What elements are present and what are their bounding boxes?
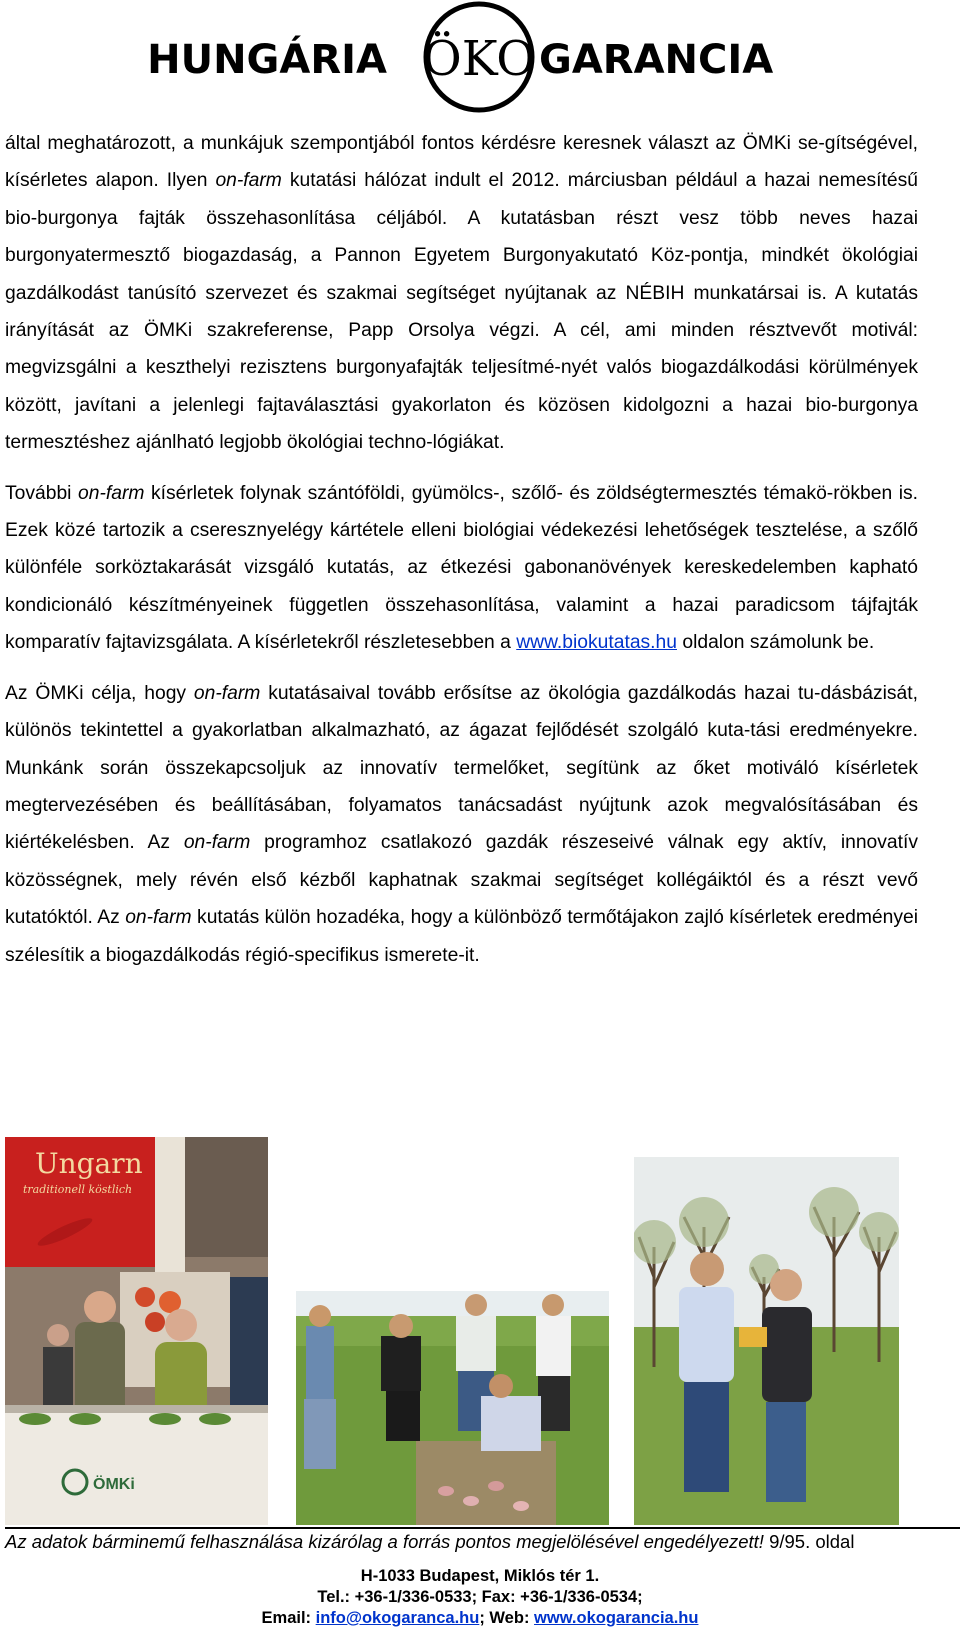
email-label: Email: [261, 1609, 316, 1627]
footer-address: H-1033 Budapest, Miklós tér 1. [360, 1567, 600, 1585]
paragraph-1 [5, 125, 918, 462]
p2-text-1: További [5, 482, 78, 504]
p2-text-2: kísérletek folynak szántóföldi, gyümölcs-, szőlő- és zöldségtermesztés témakö-rökben is. Ezek közé tartozik a cseresznyelégy kártétele elleni biológiai védekezési lehetőségek tesztelése, a szőlő különféle sorköztakarását vizsgáló kutatás, az étkezési gabonanövények kereskedelemben kapható kondicionáló készítményeinek független összehasonlítása, valamint a hazai paradicsom tájfajták komparatív fajtavizsgálata. A kísérletekről részletesebben a [5, 482, 918, 654]
photo-exhibition-booth [5, 1137, 268, 1525]
header-logo [0, 0, 960, 120]
p3-text-3: programhoz csatlakozó gazdák részeseivé válnak egy aktív, innovatív közösségnek, mely révén első kézből kaphatnak szakmai segítséget kollégáiktól és a részt vevő kutatóktól. Az [5, 832, 918, 929]
paragraph-2 [5, 475, 918, 662]
booth-sign-subtext: traditionell köstlich [23, 1183, 133, 1196]
p3-onfarm-1: on-farm [193, 682, 261, 704]
page-number: 9/95. oldal [769, 1531, 855, 1552]
footer-email-web [0, 1608, 960, 1629]
p3-text-1: Az ÖMKi célja, hogy [5, 682, 194, 704]
p2-onfarm: on-farm [78, 482, 145, 504]
biokutatas-link[interactable]: www.biokutatas.hu [516, 632, 677, 654]
p3-onfarm-2: on-farm [183, 832, 251, 854]
footer-disclaimer: Az adatok bárminemű felhasználása kizárólag a forrás pontos megjelölésével engedélyezett! [5, 1531, 764, 1552]
footer-phone: Tel.: +36-1/336-0533; Fax: +36-1/336-0534; [317, 1588, 643, 1606]
brand-left-text: HUNGÁRIA [147, 37, 387, 83]
booth-sign-text: Ungarn [35, 1147, 143, 1180]
paragraph-3 [5, 675, 918, 974]
p1-text-1: által meghatározott, a munkájuk szempontjából fontos kérdésre keresnek választ az ÖMKi se-gítségével, kísérletes alapon. Ilyen [5, 133, 918, 192]
email-link[interactable]: info@okogaranca.hu [315, 1609, 480, 1627]
p3-text-4: kutatás külön hozadéka, hogy a különböző termőtájakon zajló kísérletek eredményei szélesítik a biogazdálkodás régió-specifikus ismerete-it. [5, 907, 918, 966]
p3-onfarm-3: on-farm [125, 907, 192, 929]
p3-text-2: kutatásaival tovább erősítse az ökológia gazdálkodás hazai tu-dásbázisát, különös tekintettel a gyakorlatban alkalmazható, az ágazat fejlődését szolgáló kuta-tási eredményekre. Munkánk során összekapcsoljuk az innovatív termelőket, segítünk az őket motiváló kísérletek megtervezésében és beállításában, folyamatos tanácsadást nyújtunk azok megvalósításában és kiértékelésben. Az [5, 682, 918, 854]
p1-onfarm: on-farm [215, 170, 282, 192]
p1-text-2: kutatási hálózat indult el 2012. márciusban például a hazai nemesítésű bio-burgonya fajták összehasonlítása céljából. A kutatásban részt vesz több neves hazai burgonyatermesztő biogazdaság, a Pannon Egyetem Burgonyakutató Köz-pontja, mindkét ökológiai gazdálkodást tanúsító szervezet és szakmai segítséget nyújtanak az NÉBIH munkatársai is. A kutatás irányítását az ÖMKi szakreferense, Papp Orsolya végzi. A cél, ami minden résztvevőt motivál: megvizsgálni a keszthelyi rezisztens burgonyafajták teljesítmé-nyét valós biogazdálkodási körülmények között, javítani a jelenlegi fajtaválasztási gyakorlaton és közösen kidolgozni a hazai bio-burgonya termesztéshez ajánlható legjobb ökológiai techno-lógiákat. [5, 170, 918, 454]
web-label: ; Web: [479, 1609, 535, 1627]
footer-note [5, 1527, 960, 1554]
booth-logo-text: ÖMKi [93, 1476, 135, 1493]
p2-text-3: oldalon számolunk be. [676, 632, 875, 654]
photo-orchard [634, 1157, 899, 1525]
photo-field-group [296, 1291, 609, 1525]
brand-right-text: GARANCIA [539, 37, 774, 83]
brand-center-text: ÖKO [422, 31, 536, 87]
web-link[interactable]: www.okogarancia.hu [534, 1609, 699, 1627]
article-body [5, 125, 918, 987]
footer-contact [0, 1566, 960, 1629]
